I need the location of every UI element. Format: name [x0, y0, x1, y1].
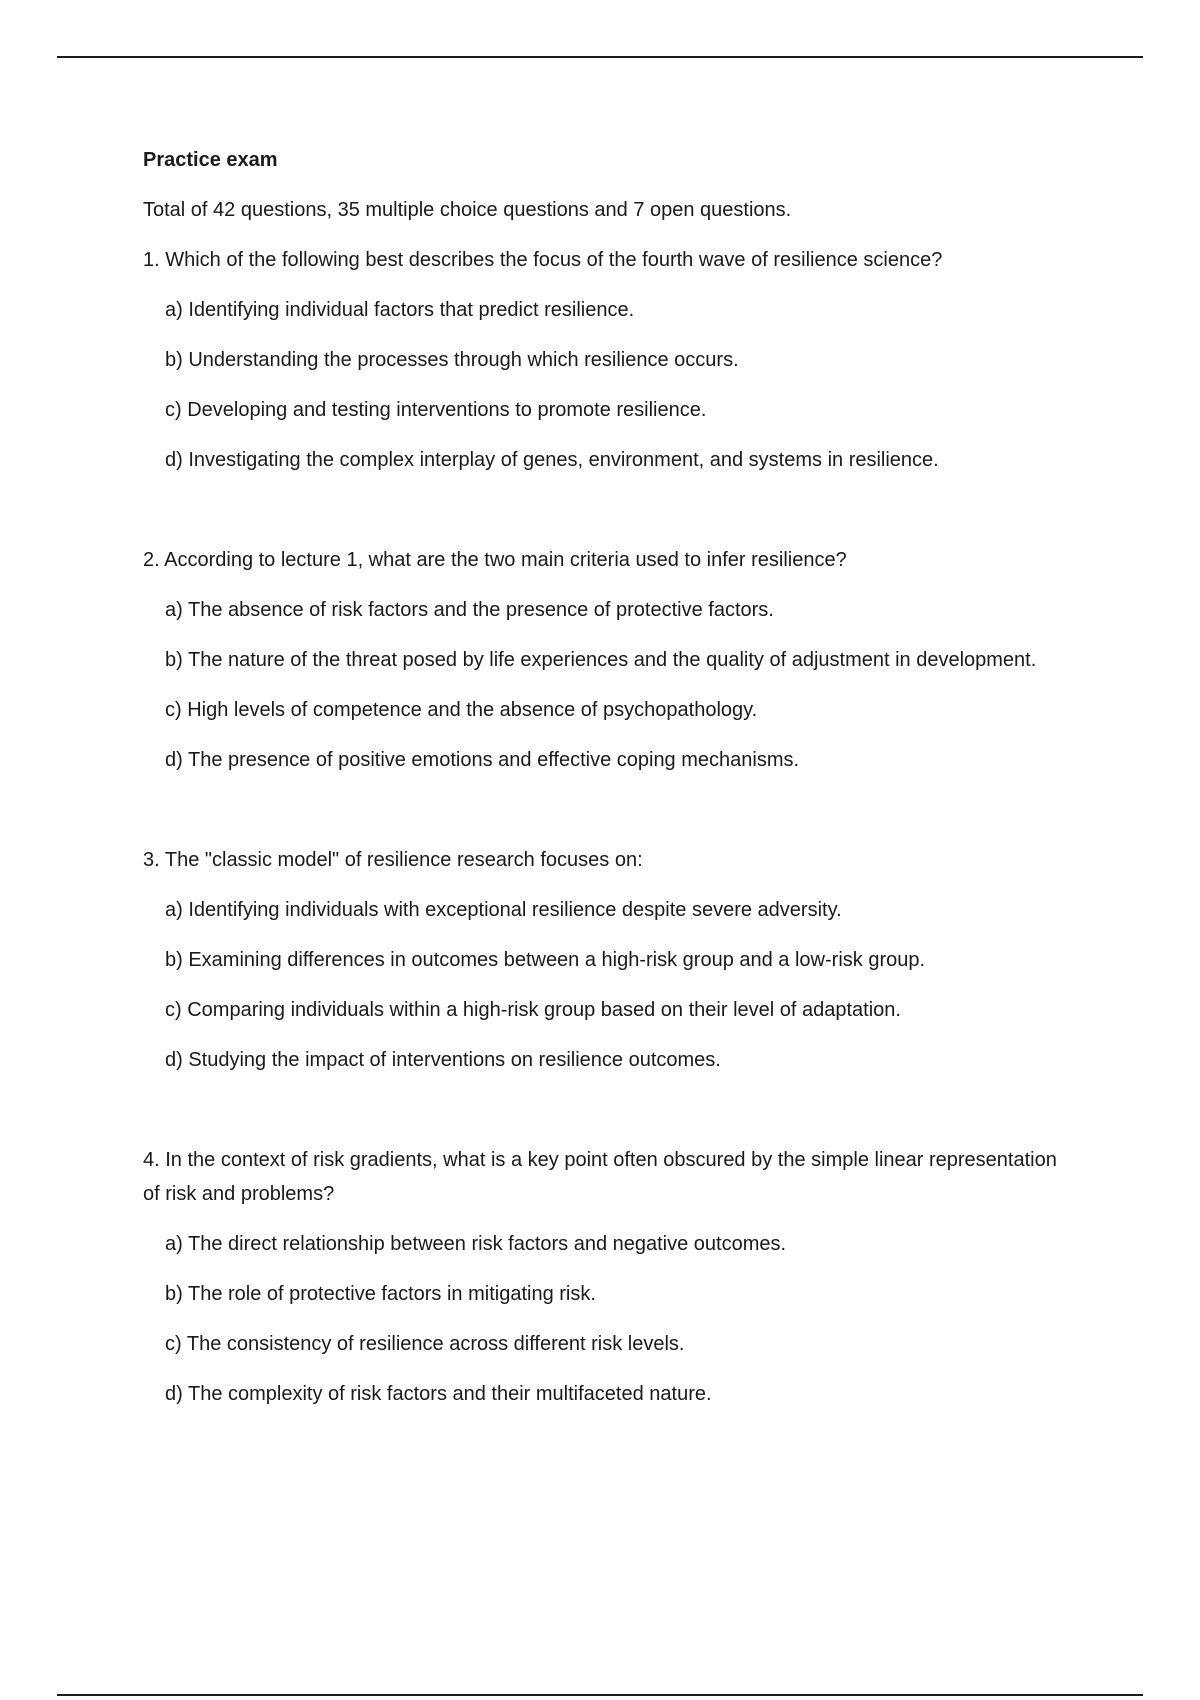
answer-option-c: c) Comparing individuals within a high-risk group based on their level of adaptation.: [165, 999, 901, 1021]
answer-option-d: d) Studying the impact of interventions on resilience outcomes.: [165, 1049, 721, 1071]
question-stem: 4. In the context of risk gradients, what is a key point often obscured by the simple linear representation of risk and problems?: [143, 1149, 1057, 1205]
answer-option-b: b) Understanding the processes through which resilience occurs.: [165, 349, 739, 371]
question-3: [143, 843, 1073, 1077]
answer-option-b: b) The role of protective factors in mitigating risk.: [165, 1283, 596, 1305]
answer-option-d: d) The presence of positive emotions and effective coping mechanisms.: [165, 749, 800, 771]
answer-option-a: a) The absence of risk factors and the presence of protective factors.: [165, 599, 774, 621]
document-title: Practice exam: [143, 149, 278, 171]
question-2: [143, 543, 1073, 777]
question-stem: 1. Which of the following best describes the focus of the fourth wave of resilience science?: [143, 249, 943, 271]
question-1: [143, 243, 1073, 477]
answer-option-b: b) The nature of the threat posed by life experiences and the quality of adjustment in development.: [165, 649, 1037, 671]
answer-option-d: d) Investigating the complex interplay of genes, environment, and systems in resilience.: [165, 449, 939, 471]
answer-option-c: c) The consistency of resilience across different risk levels.: [165, 1333, 685, 1355]
answer-option-b: b) Examining differences in outcomes between a high-risk group and a low-risk group.: [165, 949, 926, 971]
question-4: [143, 1143, 1073, 1411]
document-intro: Total of 42 questions, 35 multiple choice questions and 7 open questions.: [143, 199, 792, 221]
bottom-rule: [57, 1694, 1143, 1696]
question-stem: 2. According to lecture 1, what are the two main criteria used to infer resilience?: [143, 549, 847, 571]
page-content: [143, 143, 1073, 1411]
answer-option-d: d) The complexity of risk factors and their multifaceted nature.: [165, 1383, 712, 1405]
answer-option-c: c) Developing and testing interventions to promote resilience.: [165, 399, 707, 421]
answer-option-c: c) High levels of competence and the absence of psychopathology.: [165, 699, 758, 721]
answer-option-a: a) Identifying individuals with exceptional resilience despite severe adversity.: [165, 899, 842, 921]
answer-option-a: a) The direct relationship between risk factors and negative outcomes.: [165, 1233, 787, 1255]
top-rule: [57, 56, 1143, 58]
answer-option-a: a) Identifying individual factors that predict resilience.: [165, 299, 635, 321]
question-stem: 3. The "classic model" of resilience research focuses on:: [143, 849, 643, 871]
